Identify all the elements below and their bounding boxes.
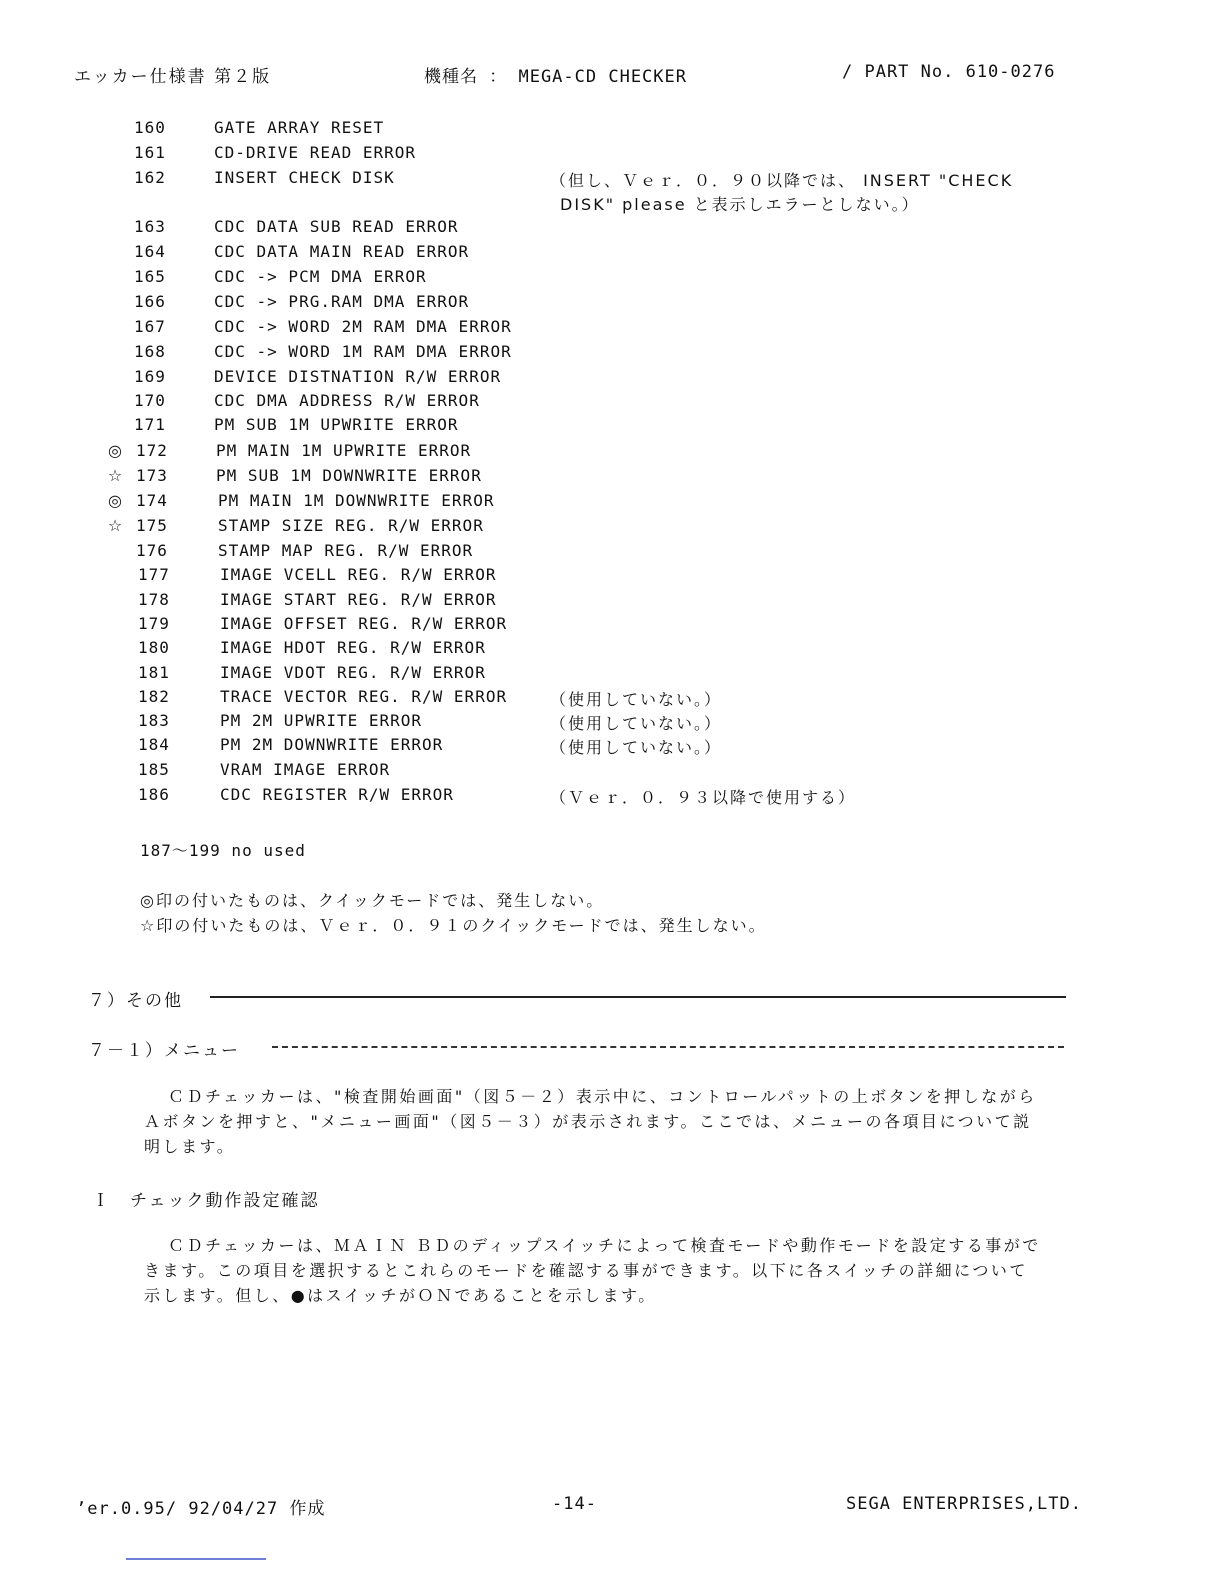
error-row — [0, 541, 1100, 565]
error-code: 175 — [136, 516, 168, 535]
error-description: PM SUB 1M DOWNWRITE ERROR — [216, 466, 482, 485]
error-description: IMAGE VDOT REG. R/W ERROR — [220, 663, 486, 682]
error-description: CDC REGISTER R/W ERROR — [220, 785, 454, 804]
error-row — [0, 168, 1100, 214]
error-row — [0, 217, 1100, 241]
error-description: GATE ARRAY RESET — [214, 118, 385, 137]
error-note: （Ｖｅｒ．０．９３以降で使用する） — [550, 788, 857, 807]
footer-company: SEGA ENTERPRISES,LTD. — [846, 1494, 1082, 1514]
error-row — [0, 590, 1100, 614]
part-number: / PART No. 610-0276 — [842, 62, 1056, 82]
footer-version: ʼer.0.95/ 92/04/27 作成 — [76, 1499, 326, 1519]
error-row — [0, 342, 1100, 366]
error-description: TRACE VECTOR REG. R/W ERROR — [220, 687, 508, 706]
error-row — [0, 391, 1100, 415]
error-row — [0, 118, 1100, 142]
error-row — [0, 735, 1100, 759]
error-row — [0, 415, 1100, 439]
item-paragraph: ＣＤチェッカーは、ＭＡＩＮ ＢＤのディップスイッチによって検査モードや動作モードを設定する事ができます。この項目を選択するとこれらのモードを確認する事ができます。以下に各スイッチの詳細について示します。但し、●はスイッチがＯＮであることを示します。 — [144, 1236, 1041, 1305]
error-description: PM 2M DOWNWRITE ERROR — [220, 735, 444, 754]
error-description: PM MAIN 1M UPWRITE ERROR — [216, 441, 472, 460]
decorative-underline — [126, 1558, 266, 1560]
error-description: CDC DATA SUB READ ERROR — [214, 217, 459, 236]
menu-paragraph: ＣＤチェッカーは、"検査開始画面"（図５－２）表示中に、コントロールパットの上ボタンを押しながらＡボタンを押すと、"メニュー画面"（図５－３）が表示されます。ここでは、メニューの各項目について説明します。 — [144, 1087, 1037, 1156]
item-heading: Ｉ チェック動作設定確認 — [92, 1191, 320, 1211]
error-description: IMAGE OFFSET REG. R/W ERROR — [220, 614, 508, 633]
error-code: 184 — [138, 735, 170, 754]
error-code: 181 — [138, 663, 170, 682]
legend-circle-note: ◎印の付いたものは、クイックモードでは、発生しない。 — [140, 891, 605, 910]
error-row — [0, 614, 1100, 638]
error-code: 174 — [136, 491, 168, 510]
error-row — [0, 267, 1100, 291]
error-row — [0, 242, 1100, 266]
unused-range: 187〜199 no used — [140, 841, 306, 860]
error-description: PM MAIN 1M DOWNWRITE ERROR — [218, 491, 495, 510]
error-description: DEVICE DISTNATION R/W ERROR — [214, 367, 502, 386]
subsection-rule — [272, 1046, 1064, 1048]
error-row — [0, 565, 1100, 589]
error-description: STAMP SIZE REG. R/W ERROR — [218, 516, 484, 535]
error-description: IMAGE HDOT REG. R/W ERROR — [220, 638, 486, 657]
error-code: 168 — [134, 342, 166, 361]
legend-star-note: ☆印の付いたものは、Ｖｅｒ．０．９１のクイックモードでは、発生しない。 — [140, 916, 767, 935]
error-code: 178 — [138, 590, 170, 609]
error-description: VRAM IMAGE ERROR — [220, 760, 391, 779]
error-description: CDC -> WORD 2M RAM DMA ERROR — [214, 317, 512, 336]
model-name: 機種名 ： MEGA-CD CHECKER — [424, 67, 687, 87]
error-code: 165 — [134, 267, 166, 286]
error-code: 180 — [138, 638, 170, 657]
error-note: （但し、Ｖｅｒ．０．９０以降では、 INSERT "CHECK — [550, 171, 1014, 190]
section-rule — [210, 996, 1066, 998]
error-description: CDC DMA ADDRESS R/W ERROR — [214, 391, 480, 410]
error-code: 182 — [138, 687, 170, 706]
error-description: CD-DRIVE READ ERROR — [214, 143, 417, 162]
error-code: 164 — [134, 242, 166, 261]
error-mark: ◎ — [108, 491, 124, 510]
error-code: 186 — [138, 785, 170, 804]
error-description: PM 2M UPWRITE ERROR — [220, 711, 423, 730]
error-mark: ☆ — [107, 466, 125, 485]
error-note-continued: DISK" please と表示しエラーとしない。） — [560, 195, 920, 214]
subsection-heading: ７－１）メニュー — [88, 1041, 240, 1061]
error-row — [0, 466, 1100, 490]
page-number: -14- — [552, 1494, 597, 1514]
error-row — [0, 785, 1100, 809]
error-code: 176 — [136, 541, 168, 560]
error-row — [0, 760, 1100, 784]
error-code: 183 — [138, 711, 170, 730]
error-row — [0, 441, 1100, 465]
error-code: 167 — [134, 317, 166, 336]
error-code: 179 — [138, 614, 170, 633]
error-code: 160 — [134, 118, 166, 137]
error-row — [0, 491, 1100, 515]
error-mark: ☆ — [107, 516, 125, 535]
error-note: （使用していない。） — [550, 738, 723, 757]
error-description: INSERT CHECK DISK — [214, 168, 395, 187]
error-code: 185 — [138, 760, 170, 779]
error-description: STAMP MAP REG. R/W ERROR — [218, 541, 474, 560]
error-row — [0, 516, 1100, 540]
error-code: 172 — [136, 441, 168, 460]
document-title: エッカー仕様書 第２版 — [74, 67, 272, 87]
section-heading: ７）その他 — [88, 991, 183, 1011]
error-row — [0, 687, 1100, 711]
error-description: IMAGE VCELL REG. R/W ERROR — [220, 565, 497, 584]
error-row — [0, 663, 1100, 687]
error-description: PM SUB 1M UPWRITE ERROR — [214, 415, 459, 434]
error-description: IMAGE START REG. R/W ERROR — [220, 590, 497, 609]
error-description: CDC -> PCM DMA ERROR — [214, 267, 427, 286]
error-code: 173 — [136, 466, 168, 485]
error-description: CDC -> PRG.RAM DMA ERROR — [214, 292, 470, 311]
error-note: （使用していない。） — [550, 714, 723, 733]
error-row — [0, 638, 1100, 662]
error-code: 177 — [138, 565, 170, 584]
error-description: CDC DATA MAIN READ ERROR — [214, 242, 470, 261]
error-mark: ◎ — [108, 441, 124, 460]
error-code: 169 — [134, 367, 166, 386]
error-row — [0, 143, 1100, 167]
error-row — [0, 711, 1100, 735]
error-note: （使用していない。） — [550, 690, 723, 709]
error-row — [0, 292, 1100, 316]
error-code: 161 — [134, 143, 166, 162]
error-code: 163 — [134, 217, 166, 236]
error-code: 162 — [134, 168, 166, 187]
error-row — [0, 317, 1100, 341]
error-code: 166 — [134, 292, 166, 311]
error-row — [0, 367, 1100, 391]
error-description: CDC -> WORD 1M RAM DMA ERROR — [214, 342, 512, 361]
error-code: 170 — [134, 391, 166, 410]
error-code: 171 — [134, 415, 166, 434]
